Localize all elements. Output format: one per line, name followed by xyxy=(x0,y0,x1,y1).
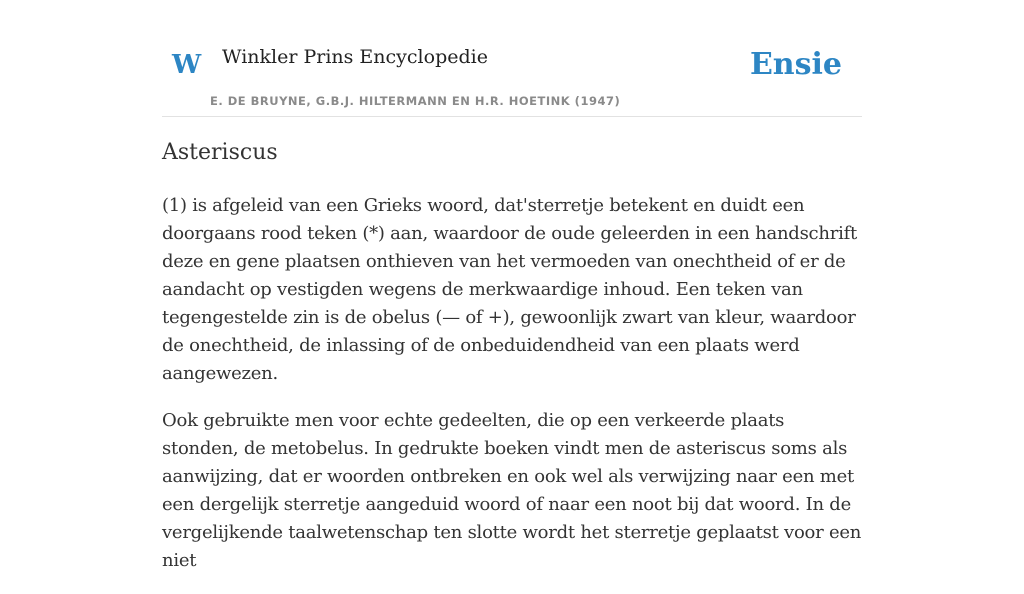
article-paragraph: Ook gebruikte men voor echte gedeelten, die op een verkeerde plaats stonden, de metobelus. In gedrukte boeken vindt men de asteriscus soms als aanwijzing, dat er woorden ontbreken en ook wel als verwijzing naar een met een dergelijk sterretje aangeduid woord of naar een noot bij dat woord. In de vergelijkende taalwetenschap ten slotte wordt het sterretje geplaatst voor een niet xyxy=(162,410,862,571)
winkler-prins-logo[interactable]: W xyxy=(172,50,202,80)
article-body xyxy=(162,192,862,594)
book-title[interactable]: Winkler Prins Encyclopedie xyxy=(222,46,488,68)
article-title: Asteriscus xyxy=(162,140,278,165)
article-paragraph: (1) is afgeleid van een Grieks woord, dat'sterretje betekent en duidt een doorgaans rood teken (*) aan, waardoor de oude geleerden in een handschrift deze en gene plaatsen onthieven van het vermoeden van onechtheid of er de aandacht op vestigden wegens de merkwaardige inhoud. Een teken van tegengestelde zin is de obelus (— of +), gewoonlijk zwart van kleur, waardoor de onechtheid, de inlassing of de onbeduidendheid van een plaats werd aangewezen. xyxy=(162,195,857,384)
book-authors: E. DE BRUYNE, G.B.J. HILTERMANN EN H.R. HOETINK (1947) xyxy=(210,94,621,108)
header xyxy=(162,40,862,117)
ensie-logo[interactable]: Ensie xyxy=(749,47,842,82)
